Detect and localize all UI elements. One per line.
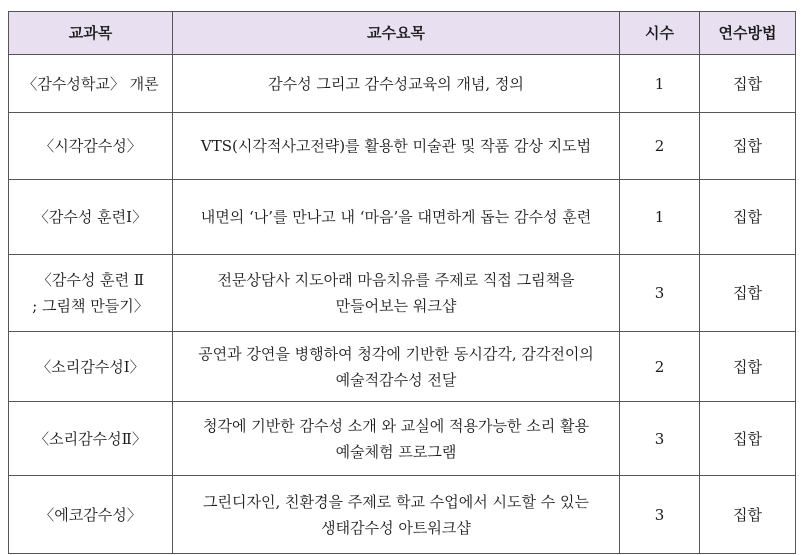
subject-text: 〈감수성 훈련 Ⅱ ; 그림책 만들기〉: [32, 271, 149, 315]
hours-text: 3: [654, 284, 665, 302]
header-method: 연수방법: [700, 12, 796, 55]
hours-text: 3: [654, 429, 665, 448]
subject-text: 〈감수성 훈련Ⅰ〉: [33, 208, 148, 226]
cell-content: [173, 55, 620, 113]
cell-method: [700, 332, 796, 402]
cell-method: [700, 113, 796, 180]
subject-text: 〈소리감수성Ⅱ〉: [34, 429, 147, 448]
content-text: 그린디자인, 친환경을 주제로 학교 수업에서 시도할 수 있는 생태감수성 아트워크샵: [203, 492, 589, 537]
cell-content: [173, 113, 620, 180]
table-row: [9, 402, 796, 476]
hours-text: 1: [654, 208, 665, 226]
header-subject: 교과목: [9, 12, 173, 55]
header-hours: 시수: [620, 12, 700, 55]
method-text: 집합: [733, 429, 762, 448]
header-row: [9, 12, 796, 55]
cell-subject: [9, 180, 173, 255]
cell-method: [700, 476, 796, 554]
cell-subject: [9, 476, 173, 554]
cell-hours: [620, 180, 700, 255]
content-text: 전문상담사 지도아래 마음치유를 주제로 직접 그림책을 만들어보는 워크샵: [217, 271, 575, 315]
cell-hours: [620, 476, 700, 554]
cell-method: [700, 402, 796, 476]
table-row: [9, 255, 796, 332]
cell-subject: [9, 55, 173, 113]
cell-method: [700, 55, 796, 113]
hours-text: 2: [654, 357, 665, 376]
cell-hours: [620, 402, 700, 476]
method-text: 집합: [733, 208, 762, 226]
method-text: 집합: [733, 284, 762, 302]
cell-subject: [9, 255, 173, 332]
cell-content: [173, 255, 620, 332]
hours-text: 3: [654, 505, 665, 524]
cell-method: [700, 255, 796, 332]
subject-text: 〈감수성학교〉 개론: [22, 74, 159, 93]
cell-subject: [9, 402, 173, 476]
hours-text: 1: [654, 74, 665, 93]
cell-content: [173, 476, 620, 554]
cell-hours: [620, 113, 700, 180]
cell-method: [700, 180, 796, 255]
content-text: 내면의 ‘나’를 만나고 내 ‘마음’을 대면하게 돕는 감수성 훈련: [200, 208, 592, 226]
table-row: [9, 180, 796, 255]
cell-hours: [620, 55, 700, 113]
content-text: 공연과 강연을 병행하여 청각에 기반한 동시감각, 감각전이의 예술적감수성 전달: [198, 344, 594, 389]
content-text: 청각에 기반한 감수성 소개 와 교실에 적용가능한 소리 활용 예술체험 프로그램: [203, 416, 589, 461]
method-text: 집합: [733, 74, 762, 93]
method-text: 집합: [733, 137, 762, 155]
table-row: [9, 332, 796, 402]
cell-hours: [620, 332, 700, 402]
table-row: [9, 55, 796, 113]
subject-text: 〈시각감수성〉: [39, 137, 142, 155]
table-row: [9, 476, 796, 554]
cell-hours: [620, 255, 700, 332]
cell-subject: [9, 332, 173, 402]
curriculum-table: [8, 11, 796, 554]
cell-content: [173, 402, 620, 476]
cell-subject: [9, 113, 173, 180]
subject-text: 〈에코감수성〉: [39, 505, 142, 524]
subject-text: 〈소리감수성Ⅰ〉: [36, 357, 145, 376]
cell-content: [173, 180, 620, 255]
hours-text: 2: [654, 137, 665, 155]
method-text: 집합: [733, 357, 762, 376]
content-text: VTS(시각적사고전략)를 활용한 미술관 및 작품 감상 지도법: [200, 137, 592, 155]
cell-content: [173, 332, 620, 402]
table-body: [9, 55, 796, 554]
content-text: 감수성 그리고 감수성교육의 개념, 정의: [268, 74, 524, 93]
table-row: [9, 113, 796, 180]
header-content: 교수요목: [173, 12, 620, 55]
method-text: 집합: [733, 505, 762, 524]
table-header: [9, 12, 796, 55]
